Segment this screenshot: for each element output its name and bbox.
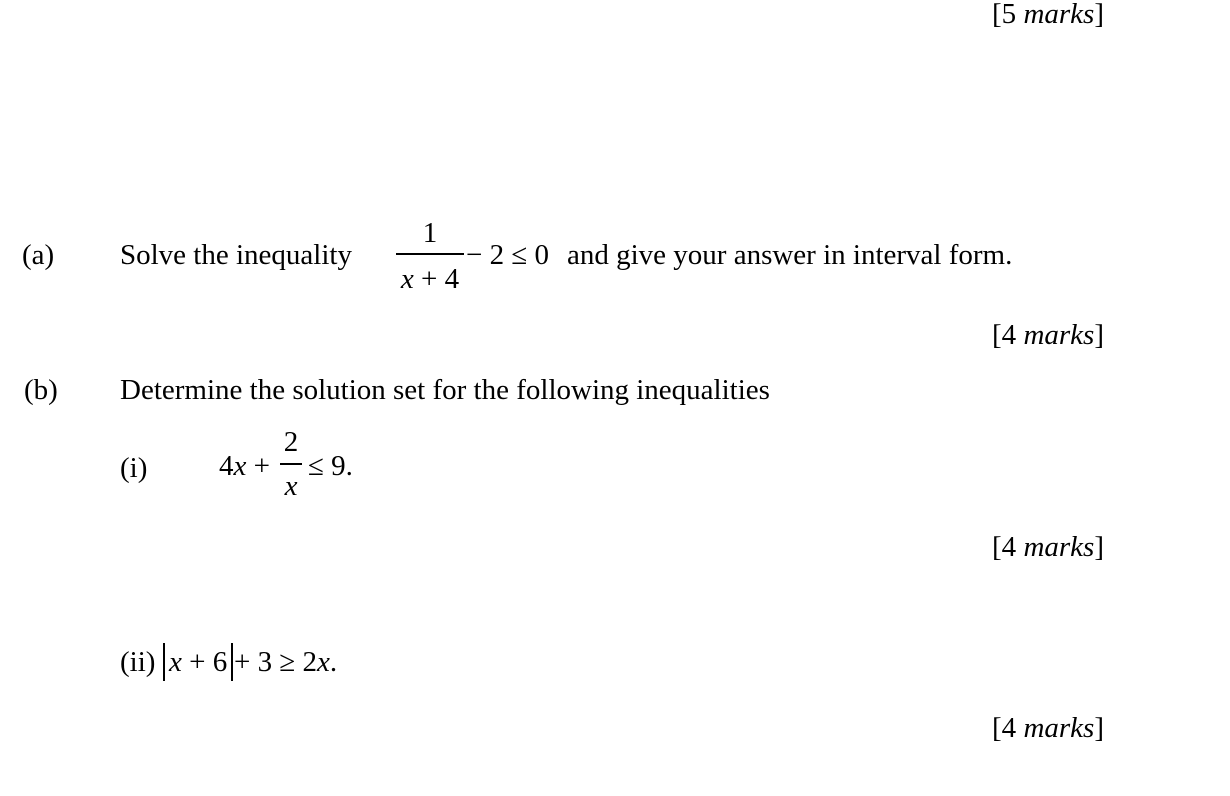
sub-i-lead-num: 4 bbox=[219, 450, 234, 482]
abs-bar-left bbox=[163, 643, 165, 681]
marks-label-b-i bbox=[992, 533, 1104, 562]
sub-ii-tail-end: . bbox=[329, 646, 338, 678]
sub-i-fraction bbox=[280, 425, 302, 505]
sub-ii-label: (ii) bbox=[120, 646, 156, 678]
marks-close: ] bbox=[1094, 319, 1104, 351]
marks-open: [5 bbox=[992, 0, 1024, 30]
part-a-fraction bbox=[396, 215, 464, 295]
abs-bar-right bbox=[231, 643, 233, 681]
marks-close: ] bbox=[1094, 531, 1104, 563]
sub-i-lead bbox=[219, 452, 270, 481]
sub-i-frac-numerator: 2 bbox=[283, 426, 299, 458]
part-a-frac-den-rest: + 4 bbox=[413, 263, 460, 295]
sub-ii-tail-var: x bbox=[317, 646, 330, 678]
sub-ii-tail bbox=[234, 648, 337, 677]
part-b-label: (b) bbox=[24, 374, 58, 406]
sub-i-frac-denominator: x bbox=[284, 470, 298, 502]
marks-label-a bbox=[992, 321, 1104, 350]
marks-word: marks bbox=[1023, 531, 1095, 563]
marks-label-top bbox=[992, 0, 1104, 29]
sub-i-tail: ≤ 9. bbox=[308, 450, 353, 482]
part-a-after-fraction: − 2 ≤ 0 bbox=[466, 239, 550, 271]
part-a-text-before: Solve the inequality bbox=[120, 239, 352, 271]
marks-label-b-ii bbox=[992, 714, 1104, 743]
sub-ii-abs-content bbox=[169, 648, 227, 677]
marks-word: marks bbox=[1023, 712, 1095, 744]
marks-word: marks bbox=[1023, 0, 1095, 30]
part-a-frac-bar bbox=[396, 253, 464, 255]
sub-i-plus: + bbox=[246, 450, 270, 482]
marks-open: [4 bbox=[992, 712, 1024, 744]
marks-word: marks bbox=[1023, 319, 1095, 351]
sub-ii-abs-var: x bbox=[169, 646, 182, 678]
part-a-label: (a) bbox=[22, 239, 55, 271]
part-a-frac-numerator: 1 bbox=[422, 217, 438, 249]
part-a-text-after: and give your answer in interval form. bbox=[567, 239, 1013, 271]
sub-ii-abs-rest: + 6 bbox=[181, 646, 228, 678]
marks-close: ] bbox=[1094, 712, 1104, 744]
marks-open: [4 bbox=[992, 319, 1024, 351]
sub-ii-tail-a: + 3 ≥ 2 bbox=[234, 646, 318, 678]
sub-i-frac-bar bbox=[280, 463, 302, 465]
part-b-text: Determine the solution set for the following inequalities bbox=[120, 374, 770, 406]
part-a-frac-denominator bbox=[396, 265, 464, 294]
marks-close: ] bbox=[1094, 0, 1104, 30]
part-a-frac-den-var: x bbox=[400, 263, 414, 295]
sub-i-label: (i) bbox=[120, 452, 148, 484]
sub-i-lead-var: x bbox=[233, 450, 247, 482]
marks-open: [4 bbox=[992, 531, 1024, 563]
